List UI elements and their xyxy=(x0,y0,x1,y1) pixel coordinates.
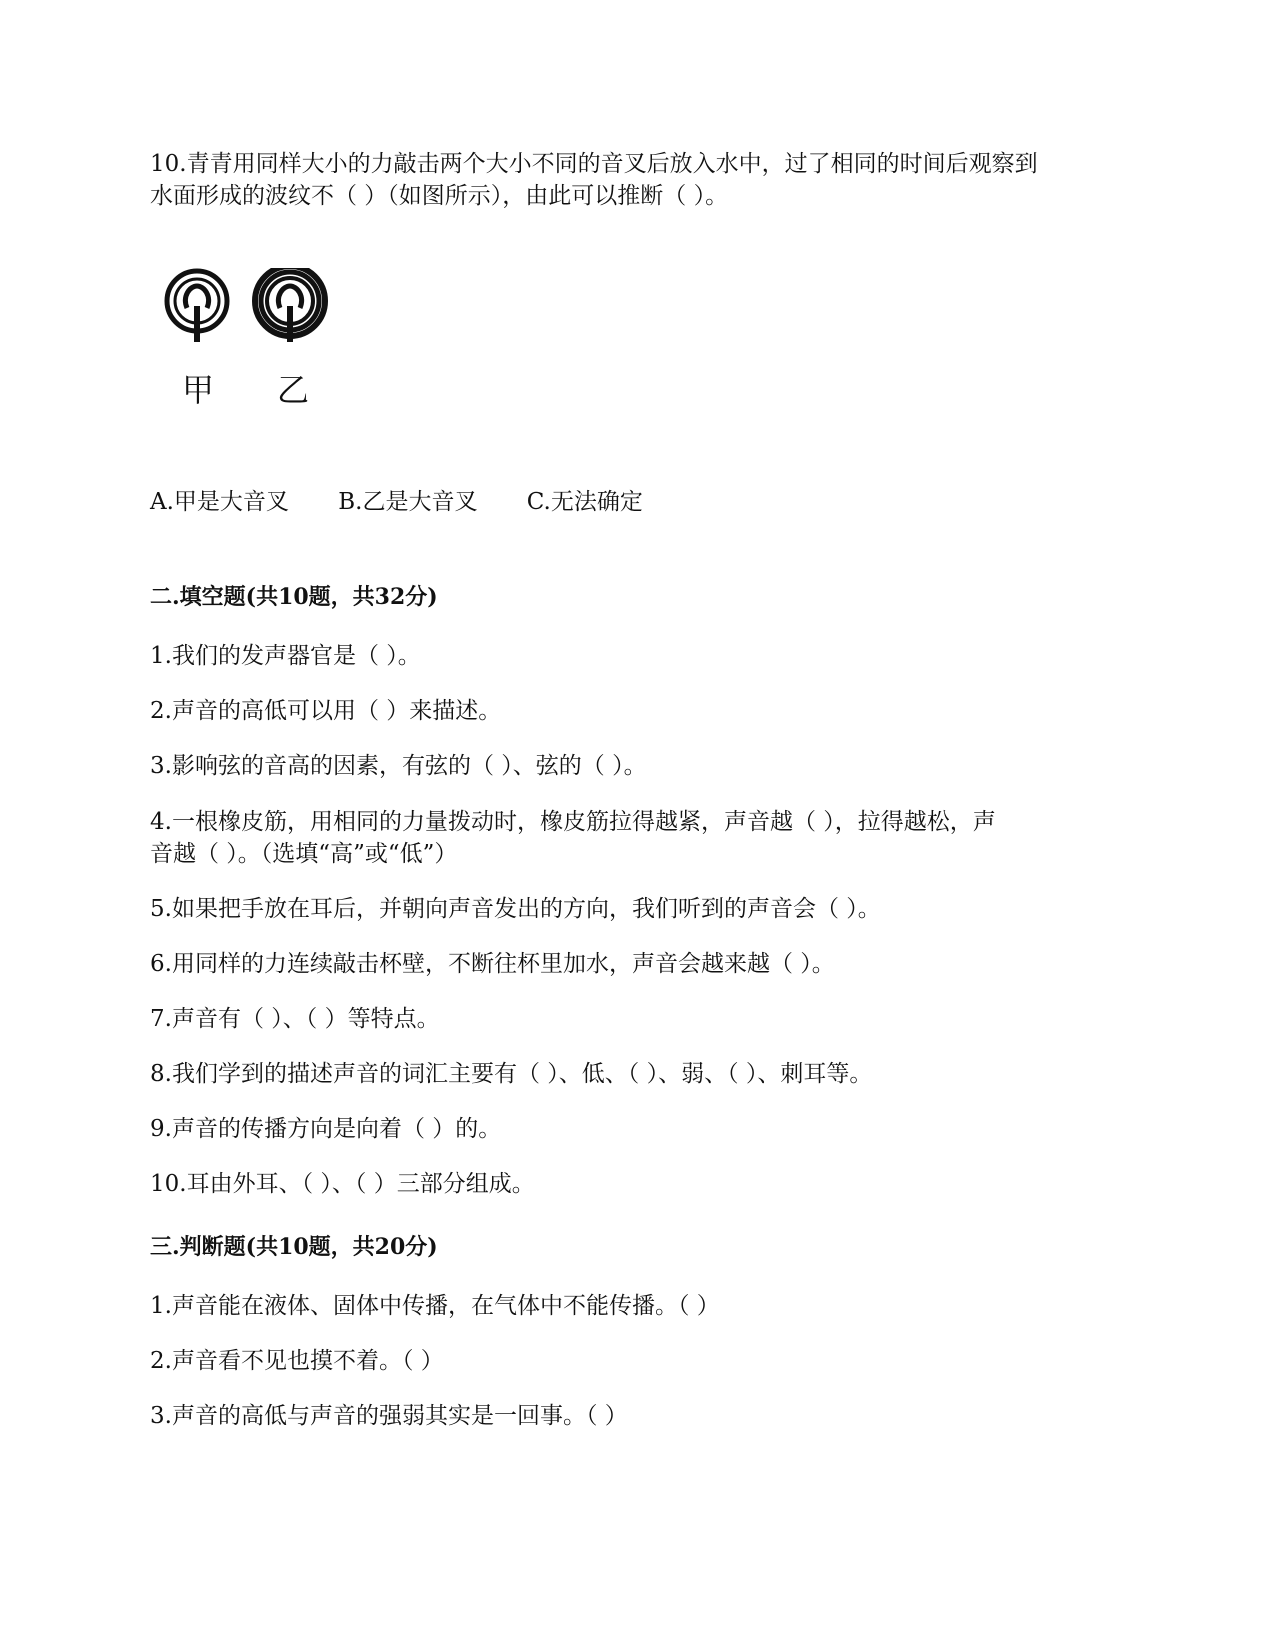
option-a: A.甲是大音叉 xyxy=(150,489,289,515)
judge-question-3: 3.声音的高低与声音的强弱其实是一回事。（ ） xyxy=(150,1403,628,1429)
fill-question-1: 1.我们的发声器官是（ ）。 xyxy=(150,643,421,669)
judge-question-1: 1.声音能在液体、固体中传播，在气体中不能传播。（ ） xyxy=(150,1293,720,1319)
fill-question-4-line-2: 音越（ ）。（选填“高”或“低”） xyxy=(150,841,458,867)
question-10-line-2: 水面形成的波纹不（ ）（如图所示），由此可以推断（ ）。 xyxy=(150,183,729,209)
fill-question-5: 5.如果把手放在耳后，并朝向声音发出的方向，我们听到的声音会（ ）。 xyxy=(150,896,881,922)
question-10-options xyxy=(150,486,685,518)
fill-question-8: 8.我们学到的描述声音的词汇主要有（ ）、低、（ ）、弱、（ ）、刺耳等。 xyxy=(150,1061,873,1087)
question-10-line-1: 10.青青用同样大小的力敲击两个大小不同的音叉后放入水中，过了相同的时间后观察到 xyxy=(150,151,1038,177)
figure-label-b: 乙 xyxy=(277,371,310,409)
judge-question-2: 2.声音看不见也摸不着。（ ） xyxy=(150,1348,444,1374)
fill-question-9: 9.声音的传播方向是向着（ ）的。 xyxy=(150,1116,502,1142)
ripple-diagram xyxy=(160,268,360,368)
fill-question-4-line-1: 4.一根橡皮筋，用相同的力量拨动时，橡皮筋拉得越紧，声音越（ ），拉得越松，声 xyxy=(150,809,996,835)
fill-question-2: 2.声音的高低可以用（ ）来描述。 xyxy=(150,698,502,724)
fill-question-3: 3.影响弦的音高的因素，有弦的（ ）、弦的（ ）。 xyxy=(150,753,647,779)
fork-b-ripples xyxy=(255,268,325,342)
figure-label-a: 甲 xyxy=(182,371,215,409)
fork-a-ripples xyxy=(167,271,227,342)
fill-question-6: 6.用同样的力连续敲击杯壁，不断往杯里加水，声音会越来越（ ）。 xyxy=(150,951,835,977)
section-3-heading: 三.判断题(共10题，共20分) xyxy=(150,1234,438,1260)
fill-question-7: 7.声音有（ ）、（ ）等特点。 xyxy=(150,1006,440,1032)
section-2-heading: 二.填空题(共10题，共32分) xyxy=(150,584,438,610)
option-b: B.乙是大音叉 xyxy=(338,489,478,515)
fill-question-10: 10.耳由外耳、（ ）、（ ）三部分组成。 xyxy=(150,1171,535,1197)
tuning-fork-ripple-figure xyxy=(160,268,360,418)
option-c: C.无法确定 xyxy=(526,489,643,515)
